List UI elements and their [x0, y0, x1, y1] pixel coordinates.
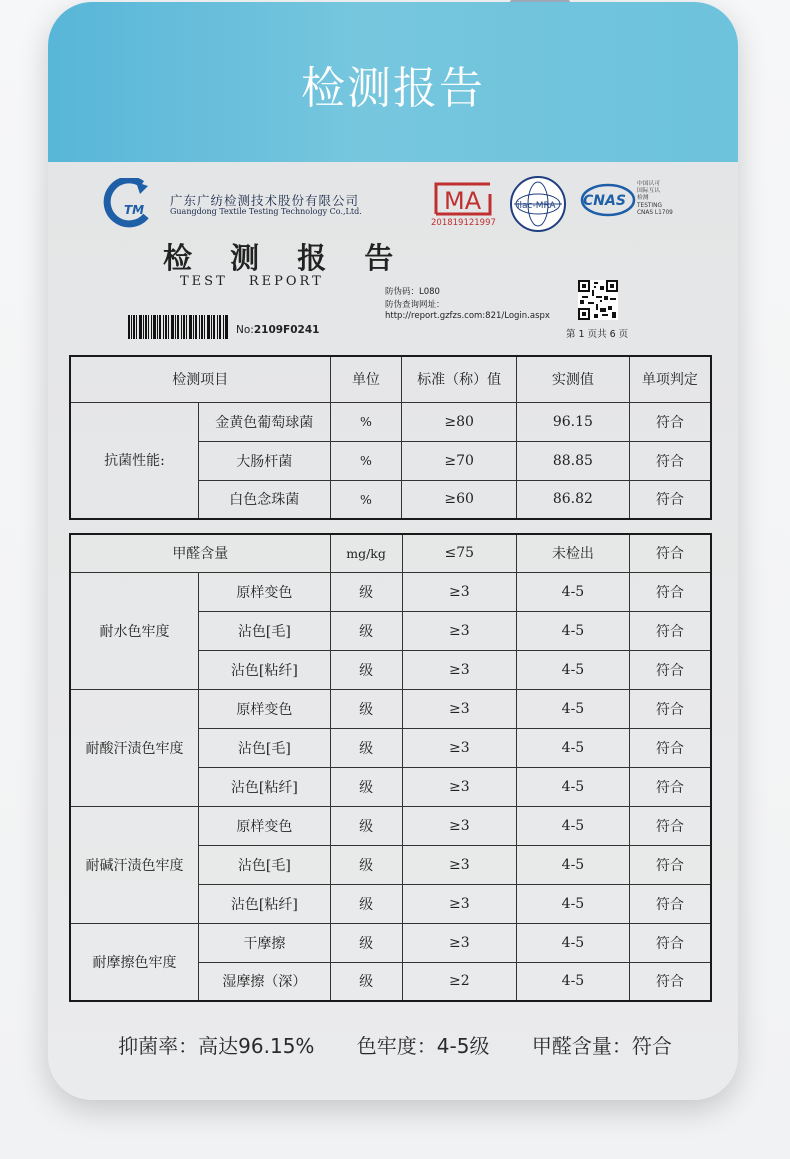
- result-cell: 符合: [629, 534, 711, 572]
- unit-cell: 级: [330, 611, 402, 650]
- cnas-mark-icon: [580, 182, 636, 218]
- cnas-line: TESTING: [637, 202, 662, 209]
- item-cell: 白色念珠菌: [199, 480, 331, 519]
- unit-cell: 级: [330, 884, 402, 923]
- item-cell: 金黄色葡萄球菌: [199, 402, 331, 441]
- summary-bar: [0, 1030, 790, 1059]
- cnas-line: 中国认可: [637, 181, 661, 187]
- table-row: [70, 402, 711, 441]
- value-cell: 4-5: [517, 884, 630, 923]
- value-cell: 96.15: [517, 402, 630, 441]
- anti-fake-url[interactable]: http://report.gzfzs.com:821/Login.aspx: [385, 311, 550, 321]
- standard-cell: ≤75: [402, 534, 517, 572]
- item-cell: 原样变色: [199, 689, 331, 728]
- qr-code-icon[interactable]: [578, 280, 618, 320]
- result-cell: 符合: [629, 767, 711, 806]
- cnas-text: CNAS: [583, 193, 626, 209]
- page-title: 检测报告: [301, 63, 485, 114]
- unit-cell: 级: [330, 689, 402, 728]
- standard-cell: ≥3: [402, 923, 517, 962]
- standard-cell: ≥2: [402, 962, 517, 1001]
- value-cell: 4-5: [517, 767, 630, 806]
- header-unit: 单位: [330, 356, 402, 402]
- standard-cell: ≥3: [402, 689, 517, 728]
- standard-cell: ≥70: [402, 441, 517, 480]
- group-label: 耐摩擦色牢度: [70, 923, 199, 1001]
- anti-fake-code: 防伪码：L080: [385, 287, 440, 297]
- cnas-line: 国际互认: [637, 188, 661, 195]
- header-standard: 标准（称）值: [402, 356, 517, 402]
- standard-cell: ≥3: [402, 728, 517, 767]
- value-cell: 86.82: [517, 480, 630, 519]
- value-cell: 4-5: [517, 962, 630, 1001]
- report-title-cn: 检 测 报 告: [163, 241, 408, 275]
- formaldehyde-row: [70, 534, 711, 572]
- header-judgement: 单项判定: [629, 356, 711, 402]
- unit-cell: 级: [330, 728, 402, 767]
- summary-formaldehyde: 甲醛含量：符合: [531, 1034, 672, 1058]
- result-cell: 符合: [629, 884, 711, 923]
- ilac-text: ilac-MRA: [517, 201, 556, 211]
- unit-cell: 级: [330, 650, 402, 689]
- result-cell: 符合: [629, 962, 711, 1001]
- report-number-value: 2109F0241: [253, 324, 320, 336]
- cma-mark-icon: [432, 180, 494, 216]
- item-cell: 沾色[粘纤]: [199, 884, 331, 923]
- value-cell: 4-5: [517, 923, 630, 962]
- item-cell: 沾色[毛]: [199, 845, 331, 884]
- item-cell: 原样变色: [199, 572, 331, 611]
- standard-cell: ≥3: [402, 884, 517, 923]
- result-cell: 符合: [629, 480, 711, 519]
- result-cell: 符合: [629, 806, 711, 845]
- value-cell: 未检出: [517, 534, 630, 572]
- standard-cell: ≥3: [402, 806, 517, 845]
- value-cell: 4-5: [517, 689, 630, 728]
- cma-number: 2018191219​97: [431, 218, 496, 228]
- value-cell: 4-5: [517, 806, 630, 845]
- table-row: [70, 923, 711, 962]
- standard-cell: ≥3: [402, 611, 517, 650]
- company-name-cn: 广东广纺检测技术股份有限公司: [170, 193, 360, 208]
- unit-cell: 级: [330, 767, 402, 806]
- group-label: 耐碱汗渍色牢度: [70, 806, 199, 923]
- unit-cell: 级: [330, 962, 402, 1001]
- cnas-line: 检测: [637, 195, 649, 202]
- item-cell: 湿摩擦（深）: [199, 962, 331, 1001]
- standard-cell: ≥60: [402, 480, 517, 519]
- company-logo-icon: [102, 178, 160, 228]
- item-cell: 干摩擦: [199, 923, 331, 962]
- header-measured: 实测值: [517, 356, 630, 402]
- unit-cell: %: [330, 441, 402, 480]
- table-row: [70, 689, 711, 728]
- standard-cell: ≥80: [402, 402, 517, 441]
- summary-fastness: 色牢度：4-5级: [356, 1034, 490, 1058]
- antibacterial-table: [69, 355, 712, 520]
- item-cell: 原样变色: [199, 806, 331, 845]
- logo-text: TM: [124, 203, 145, 217]
- value-cell: 4-5: [517, 650, 630, 689]
- unit-cell: 级: [330, 923, 402, 962]
- value-cell: 4-5: [517, 572, 630, 611]
- result-cell: 符合: [629, 611, 711, 650]
- cnas-description: [637, 181, 673, 217]
- cma-text: MA: [444, 187, 482, 215]
- summary-antibacterial: 抑菌率：高达96.15%: [118, 1034, 315, 1058]
- standard-cell: ≥3: [402, 650, 517, 689]
- standard-cell: ≥3: [402, 845, 517, 884]
- value-cell: 4-5: [517, 728, 630, 767]
- header-item: 检测项目: [70, 356, 330, 402]
- group-label: 抗菌性能:: [70, 402, 199, 519]
- report-number-label: No:: [236, 324, 254, 336]
- unit-cell: 级: [330, 806, 402, 845]
- unit-cell: %: [330, 480, 402, 519]
- unit-cell: 级: [330, 572, 402, 611]
- unit-cell: 级: [330, 845, 402, 884]
- cnas-line: CNAS L1709: [637, 209, 673, 216]
- result-cell: 符合: [629, 572, 711, 611]
- item-cell: 沾色[毛]: [199, 728, 331, 767]
- fastness-table: [69, 533, 712, 1002]
- table-row: [70, 572, 711, 611]
- result-cell: 符合: [629, 402, 711, 441]
- unit-cell: %: [330, 402, 402, 441]
- table-header-row: [70, 356, 711, 402]
- value-cell: 4-5: [517, 611, 630, 650]
- result-cell: 符合: [629, 441, 711, 480]
- item-cell: 大肠杆菌: [199, 441, 331, 480]
- item-cell: 沾色[毛]: [199, 611, 331, 650]
- report-title-en: TEST REPORT: [180, 274, 324, 289]
- item-cell: 沾色[粘纤]: [199, 650, 331, 689]
- group-label: 耐酸汗渍色牢度: [70, 689, 199, 806]
- standard-cell: ≥3: [402, 767, 517, 806]
- result-cell: 符合: [629, 689, 711, 728]
- item-cell: 沾色[粘纤]: [199, 767, 331, 806]
- company-name-en: Guangdong Textile Testing Technology Co.,Ltd.: [170, 207, 362, 216]
- page-info: 第 1 页共 6 页: [566, 329, 629, 340]
- result-cell: 符合: [629, 845, 711, 884]
- unit-cell: mg/kg: [330, 534, 402, 572]
- barcode-icon: [128, 315, 228, 339]
- group-label: 耐水色牢度: [70, 572, 199, 689]
- table-row: [70, 806, 711, 845]
- result-cell: 符合: [629, 650, 711, 689]
- value-cell: 4-5: [517, 845, 630, 884]
- result-cell: 符合: [629, 923, 711, 962]
- item-cell: 甲醛含量: [70, 534, 330, 572]
- anti-fake-query: 防伪查询网址：: [385, 300, 445, 310]
- report-number: [236, 324, 319, 336]
- ilac-mra-icon: [509, 175, 567, 233]
- standard-cell: ≥3: [402, 572, 517, 611]
- value-cell: 88.85: [517, 441, 630, 480]
- result-cell: 符合: [629, 728, 711, 767]
